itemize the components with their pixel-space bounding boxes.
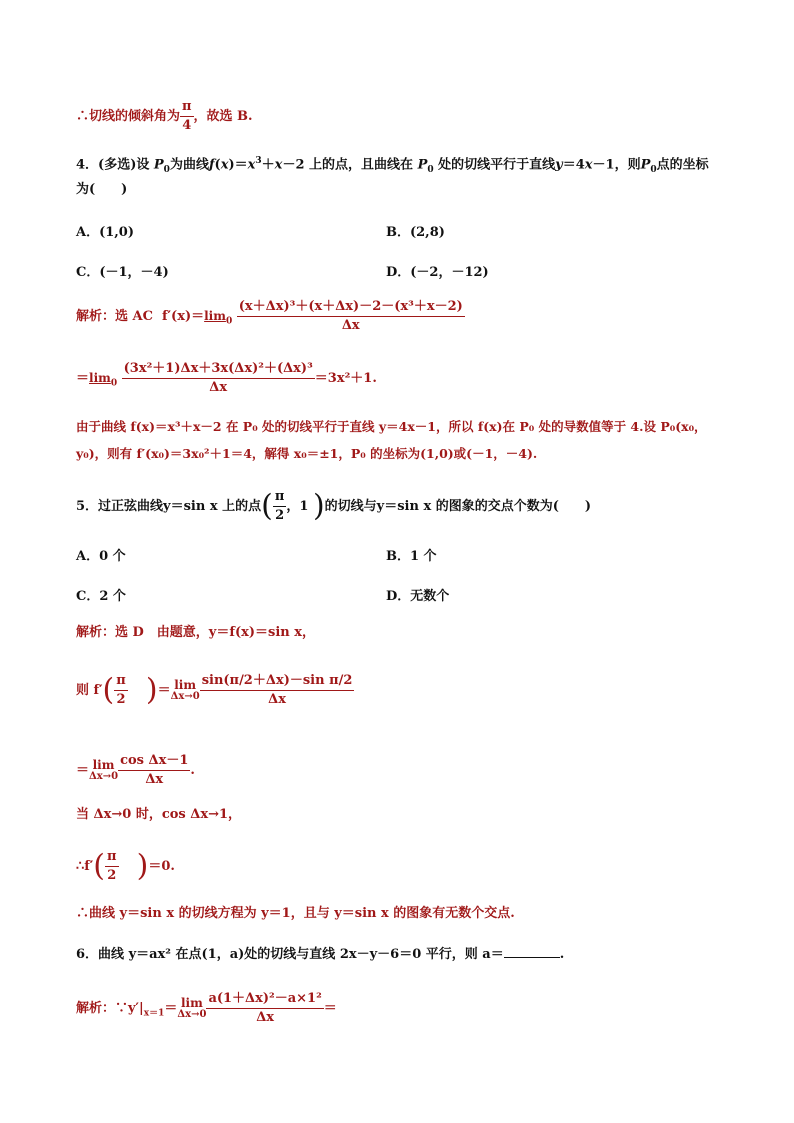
frac-den: 2	[275, 508, 285, 523]
q4-fraction-2	[122, 360, 315, 397]
frac-den: 2	[116, 692, 126, 707]
right-paren: )	[136, 848, 149, 884]
q4-text2: 上的点，且曲线在	[309, 157, 414, 173]
q4-option-b: B．(2,8)	[386, 225, 445, 240]
pi-over-2	[114, 672, 128, 709]
lim-word: lim	[174, 677, 197, 692]
frac-den: Δx	[209, 380, 228, 395]
prev-conclusion	[76, 98, 253, 135]
lim-sub: Δx→0	[170, 690, 200, 702]
q4-result: ＝3x²＋1.	[314, 371, 377, 386]
q5-solution-line6: ∴曲线 y＝sin x 的切线方程为 y＝1，且与 y＝sin x 的图象有无数个交点.	[76, 906, 515, 921]
q6-period: .	[559, 947, 565, 962]
q4-text1: 为曲线	[169, 157, 209, 173]
q5-solution-line1: 解析：选 D 由题意，y＝f(x)＝sin x，	[76, 625, 315, 640]
q5-text3: y＝sin x 的图象的交点个数为( )	[376, 499, 592, 514]
question-4-line2: 为( )	[76, 182, 128, 197]
frac-num: sin(π/2＋Δx)－sin π/2	[200, 672, 355, 691]
frac-den: Δx	[268, 692, 286, 707]
frac-num: π	[114, 672, 128, 691]
pi-over-2	[105, 848, 119, 885]
frac-num: cos Δx－1	[118, 752, 190, 771]
q5-fraction-2	[118, 752, 190, 789]
frac-num: π	[273, 488, 287, 507]
q5-option-b: B．1 个	[386, 549, 437, 564]
q6-sol-label: 解析：∵y′|	[76, 1001, 144, 1016]
left-paren: (	[93, 848, 106, 884]
q6-solution-line1: 解析：$\because y'|_{x=1}=$ lim Δx→0 $\frac{\text{a(1＋Δx)²－a×1²}}{\Delta x}$ ＝	[76, 991, 337, 1025]
q4-option-d: D．(－2，－12)	[386, 265, 489, 280]
frac-den: 2	[107, 868, 117, 883]
conclusion-suffix: ，故选 B.	[193, 109, 253, 124]
frac-den: Δx	[145, 772, 164, 787]
frac-num: a(1＋Δx)²－a×1²	[206, 990, 323, 1009]
q4-text5: 点的坐标	[656, 157, 709, 173]
frac-den: Δx	[256, 1010, 275, 1025]
left-paren: (	[102, 672, 115, 708]
q6-limit	[177, 995, 207, 1020]
q5-sol2-prefix: 则 f′	[76, 683, 103, 698]
question-4-line1: 4．(多选)设 $P_0$为曲线$f(x)=x^3+x-2$ 上的点，且曲线在 $P_0$ 处的切线平行于直线y＝4x－1，则$P_0$点的坐标	[76, 156, 709, 175]
frac-num: π	[180, 98, 194, 117]
q4-solution-line2: ＝ lim $_0$ $\frac{\text{(3x²＋1)Δx＋3x(Δx)²＋(Δx)³}}{\Delta x}$ ＝3x²＋1.	[76, 361, 377, 395]
question-6	[76, 946, 564, 964]
q4-sol-label: 解析：选 AC	[76, 309, 153, 324]
frac-den: Δx	[341, 318, 360, 333]
q4-solution-line1: 解析：选 AC f′(x)＝ lim $_0$ $\frac{\text{(x＋Δx)³＋(x＋Δx)－2－(x³＋x－2)}}{\Delta x}$	[76, 299, 463, 333]
q4-fraction-1	[237, 298, 465, 335]
q5-option-a: A．0 个	[76, 549, 126, 564]
q5-option-c: C．2 个	[76, 589, 126, 604]
q5-sol5-suffix: ＝0.	[148, 859, 175, 874]
pi-over-4-fraction	[180, 98, 194, 135]
answer-blank	[504, 957, 560, 958]
q4-option-c: C．(－1，－4)	[76, 265, 169, 280]
lim-word: lim	[89, 371, 111, 385]
frac-num: π	[105, 848, 119, 867]
q5-solution-line3: ＝ lim Δx→0 $\frac{\text{cos Δx－1}}{\Delta x}$ .	[76, 753, 195, 787]
frac-num: (x＋Δx)³＋(x＋Δx)－2－(x³＋x－2)	[237, 298, 465, 317]
lim-word: lim	[92, 757, 115, 772]
q4-sol-deriv: f′(x)＝	[162, 309, 205, 324]
q4-number: 4．(多选)设	[76, 157, 150, 173]
q5-sol5-prefix: ∴f′	[76, 859, 94, 874]
lim-word: lim	[204, 309, 226, 323]
frac-num: (3x²＋1)Δx＋3x(Δx)²＋(Δx)³	[122, 360, 315, 379]
lim-sub: Δx→0	[177, 1008, 207, 1020]
right-paren: )	[312, 488, 325, 524]
question-5	[76, 488, 591, 525]
q4-limit-1	[204, 311, 226, 322]
q5-point-y: ，1	[286, 499, 309, 514]
q5-point-fraction	[273, 488, 287, 525]
q4-solution-line4: y₀)，则有 f′(x₀)＝3x₀²＋1＝4，解得 x₀＝±1，P₀ 的坐标为(1,0)或(－1，－4).	[76, 446, 538, 461]
lim-word: lim	[180, 995, 203, 1010]
q5-limit-1	[170, 677, 200, 702]
q5-text1: y＝sin x 上的点	[163, 499, 262, 514]
q5-limit-2	[89, 757, 119, 782]
q4-text3: 处的切线平行于直线	[438, 157, 556, 173]
q5-solution-line2: 则 f′( $\frac{\pi}{2}$ )＝ lim Δx→0 $\frac{\text{sin(π/2＋Δx)－sin π/2}}{\Delta x}$	[76, 672, 353, 708]
conclusion-prefix: ∴切线的倾斜角为	[76, 109, 181, 124]
lim-sub: Δx→0	[89, 770, 119, 782]
q4-option-a: A．(1,0)	[76, 225, 135, 240]
q5-text2: 的切线与	[324, 499, 377, 514]
q5-solution-line4: 当 Δx→0 时，cos Δx→1，	[76, 807, 242, 822]
q6-sol-sub: x＝1	[143, 1008, 165, 1019]
q5-number: 5．过正弦曲线	[76, 499, 164, 514]
q5-option-d: D．无数个	[386, 589, 450, 604]
left-paren: (	[261, 488, 273, 524]
q6-fraction	[206, 990, 323, 1027]
q5-fraction-1	[200, 672, 355, 709]
q4-limit-2	[89, 373, 111, 384]
right-paren: )	[145, 672, 158, 708]
q6-sol-end: ＝	[323, 1001, 337, 1016]
q6-text: 6．曲线 y＝ax² 在点(1，a)处的切线与直线 2x－y－6＝0 平行，则 a＝	[76, 947, 504, 962]
frac-den: 4	[182, 118, 192, 133]
q4-solution-line3: 由于曲线 f(x)＝x³＋x－2 在 P₀ 处的切线平行于直线 y＝4x－1，所以 f(x)在 P₀ 处的导数值等于 4.设 P₀(x₀，	[76, 419, 707, 434]
q5-solution-line5	[76, 848, 175, 885]
q4-text4: ，则	[614, 157, 641, 173]
